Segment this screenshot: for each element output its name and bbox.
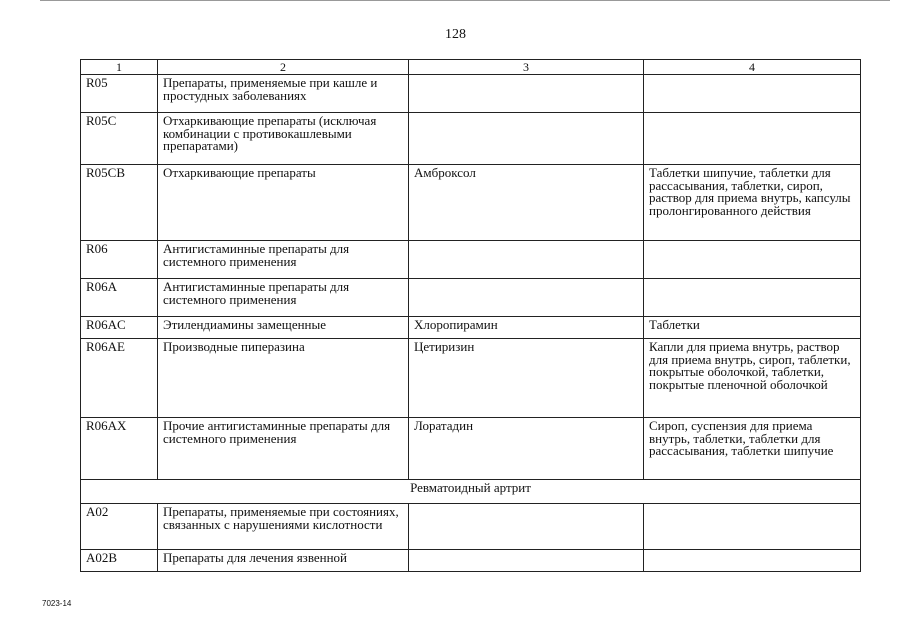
document-code: 7023-14 bbox=[42, 599, 72, 608]
dosage-form-cell bbox=[644, 504, 861, 550]
atc-code-cell: R05C bbox=[81, 113, 158, 165]
drug-cell: Цетиризин bbox=[409, 339, 644, 418]
column-header-4: 4 bbox=[644, 60, 861, 75]
dosage-form-cell: Капли для приема внутрь, раствор для приема внутрь, сироп, таблетки, покрытые оболочкой, таблетки, покрытые пленочной оболочкой bbox=[644, 339, 861, 418]
dosage-form-cell bbox=[644, 113, 861, 165]
atc-code-cell: A02B bbox=[81, 550, 158, 572]
drug-cell bbox=[409, 241, 644, 279]
drug-table bbox=[80, 59, 861, 572]
atc-code-cell: R06A bbox=[81, 279, 158, 317]
dosage-form-cell bbox=[644, 550, 861, 572]
atc-code-cell: R05 bbox=[81, 75, 158, 113]
table-row bbox=[81, 279, 861, 317]
atc-code-cell: A02 bbox=[81, 504, 158, 550]
group-cell: Препараты, применяемые при состояниях, связанных с нарушениями кислотности bbox=[158, 504, 409, 550]
dosage-form-cell: Таблетки шипучие, таблетки для рассасывания, таблетки, сироп, раствор для приема внутрь, капсулы пролонгированного действия bbox=[644, 165, 861, 241]
drug-cell bbox=[409, 279, 644, 317]
drug-cell: Лоратадин bbox=[409, 418, 644, 480]
drug-cell: Амброксол bbox=[409, 165, 644, 241]
group-cell: Антигистаминные препараты для системного применения bbox=[158, 279, 409, 317]
drug-cell bbox=[409, 75, 644, 113]
table-row bbox=[81, 113, 861, 165]
table-row bbox=[81, 339, 861, 418]
atc-code-cell: R06 bbox=[81, 241, 158, 279]
table-row bbox=[81, 75, 861, 113]
atc-code-cell: R05CB bbox=[81, 165, 158, 241]
drug-cell bbox=[409, 113, 644, 165]
drug-cell: Хлоропирамин bbox=[409, 317, 644, 339]
group-cell: Препараты, применяемые при кашле и простудных заболеваниях bbox=[158, 75, 409, 113]
dosage-form-cell bbox=[644, 75, 861, 113]
table-row bbox=[81, 165, 861, 241]
group-cell: Препараты для лечения язвенной bbox=[158, 550, 409, 572]
column-header-1: 1 bbox=[81, 60, 158, 75]
dosage-form-cell bbox=[644, 279, 861, 317]
table-row bbox=[81, 550, 861, 572]
drug-cell bbox=[409, 504, 644, 550]
group-cell: Отхаркивающие препараты bbox=[158, 165, 409, 241]
atc-code-cell: R06AC bbox=[81, 317, 158, 339]
table-row bbox=[81, 241, 861, 279]
group-cell: Прочие антигистаминные препараты для системного применения bbox=[158, 418, 409, 480]
table-row bbox=[81, 504, 861, 550]
drug-cell bbox=[409, 550, 644, 572]
table-row bbox=[81, 418, 861, 480]
group-cell: Антигистаминные препараты для системного применения bbox=[158, 241, 409, 279]
group-cell: Этилендиамины замещенные bbox=[158, 317, 409, 339]
dosage-form-cell: Сироп, суспензия для приема внутрь, таблетки, таблетки для рассасывания, таблетки шипучие bbox=[644, 418, 861, 480]
section-heading: Ревматоидный артрит bbox=[81, 480, 861, 504]
dosage-form-cell bbox=[644, 241, 861, 279]
column-header-3: 3 bbox=[409, 60, 644, 75]
atc-code-cell: R06AX bbox=[81, 418, 158, 480]
group-cell: Отхаркивающие препараты (исключая комбинации с противокашлевыми препаратами) bbox=[158, 113, 409, 165]
page-number: 128 bbox=[445, 27, 466, 42]
column-header-2: 2 bbox=[158, 60, 409, 75]
scan-edge-line bbox=[40, 0, 890, 1]
section-row bbox=[81, 480, 861, 504]
table-row bbox=[81, 317, 861, 339]
dosage-form-cell: Таблетки bbox=[644, 317, 861, 339]
atc-code-cell: R06AE bbox=[81, 339, 158, 418]
group-cell: Производные пиперазина bbox=[158, 339, 409, 418]
table-header-row bbox=[81, 60, 861, 75]
